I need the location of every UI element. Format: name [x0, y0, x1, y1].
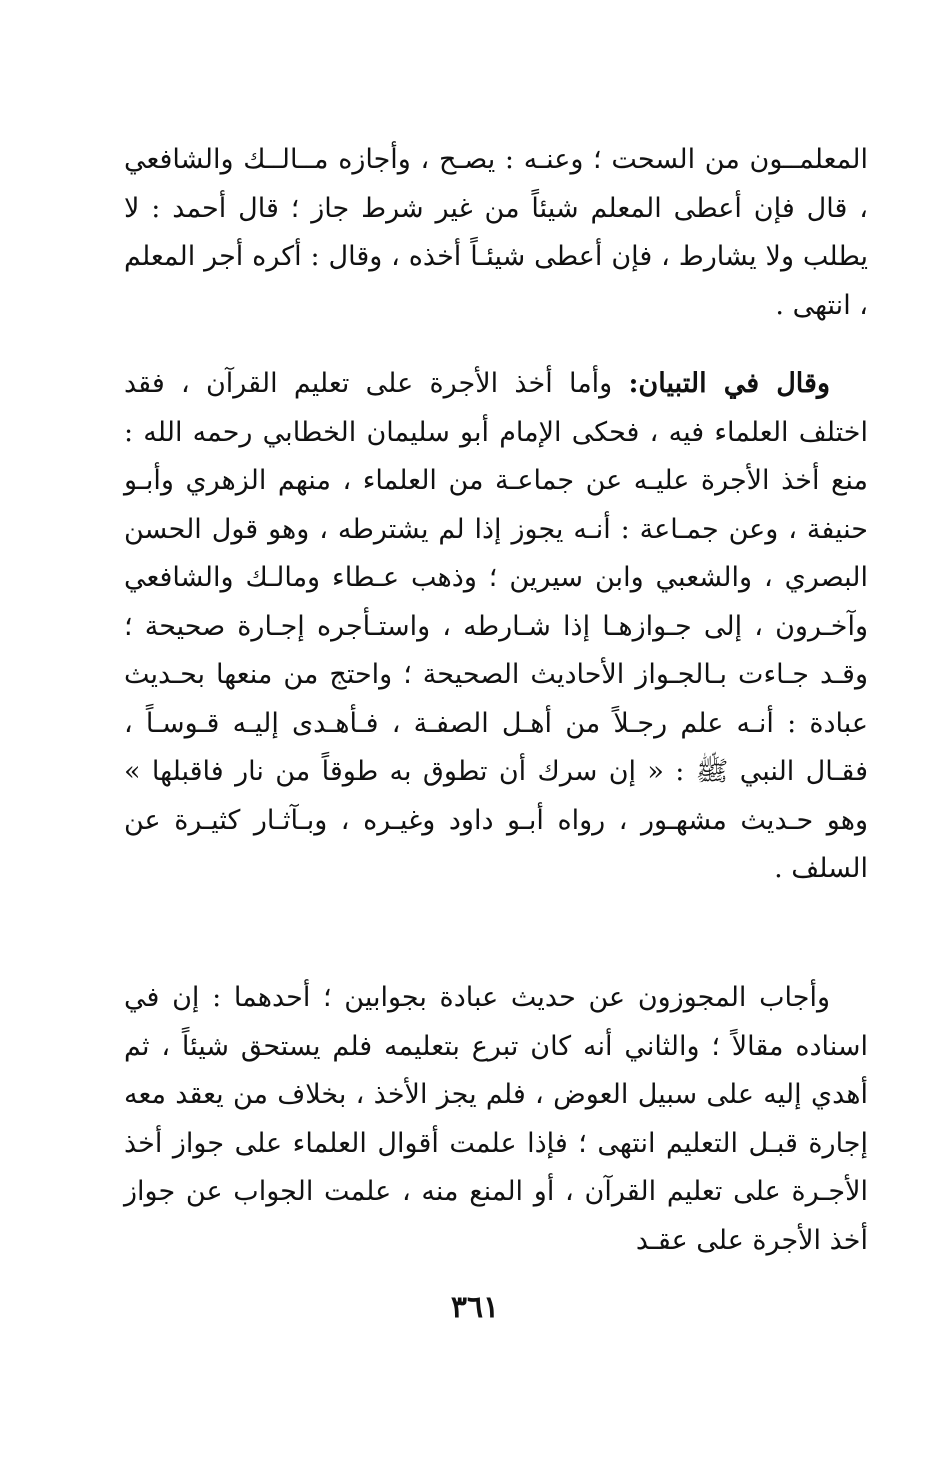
paragraph-2-lead: وقال في التبيان: — [628, 368, 830, 399]
page-number: ٣٦١ — [450, 1290, 500, 1325]
paragraph-1 — [124, 136, 868, 330]
paragraph-2 — [124, 360, 868, 894]
paragraph-3 — [124, 974, 868, 1265]
paragraph-2-text: وأما أخذ الأجرة على تعليم القرآن ، فقد اختلف العلماء فيه ، فحكى الإمام أبو سليمان الخطابي رحمه الله : منع أخذ الأجرة عليـه عن جماعـة من العلماء ، منهم الزهري وأبـو حنيفة ، وعن جمـاعة : أنـه يجوز إذا لم يشترطه ، وهو قول الحسن البصري ، والشعبي وابن سيرين ؛ وذهب عـطاء ومالـك والشافعي وآخـرون ، إلى جـوازهـا إذا شـارطه ، واستـأجره إجـارة صحيحة ؛ وقـد جـاءت بـالجـواز الأحاديث الصحيحة ؛ واحتج من منعها بحـديث عبادة : أنـه علم رجـلاً من أهـل الصفـة ، فـأهـدى إليـه قـوسـاً ، فقـال النبي ﷺ : « إن سرك أن تطوق به طوقاً من نار فاقبلها » وهو حـديث مشهـور ، رواه أبـو داود وغيـره ، وبـآثـار كثيـرة عن السلف . — [124, 368, 869, 884]
paragraph-3-text: وأجاب المجوزون عن حديث عبادة بجوابين ؛ أحدهما : إن في اسناده مقالاً ؛ والثاني أنه كان تبرع بتعليمه فلم يستحق شيئاً ، ثم أهدي إليه على سبيل العوض ، فلم يجز الأخذ ، بخلاف من يعقد معه إجارة قبـل التعليم انتهى ؛ فإذا علمت أقوال العلماء على جواز أخذ الأجـرة على تعليم القرآن ، أو المنع منه ، علمت الجواب عن جواز أخذ الأجرة على عقـد — [124, 982, 868, 1256]
paragraph-1-text: المعلمــون من السحت ؛ وعنـه : يصـح ، وأجازه مــالــك والشافعي ، قال فإن أعطى المعلم شيئاً من غير شرط جاز ؛ قال أحمد : لا يطلب ولا يشارط ، فإن أعطى شيئـاً أخذه ، وقال : أكره أجر المعلم ، انتهى . — [124, 144, 868, 321]
